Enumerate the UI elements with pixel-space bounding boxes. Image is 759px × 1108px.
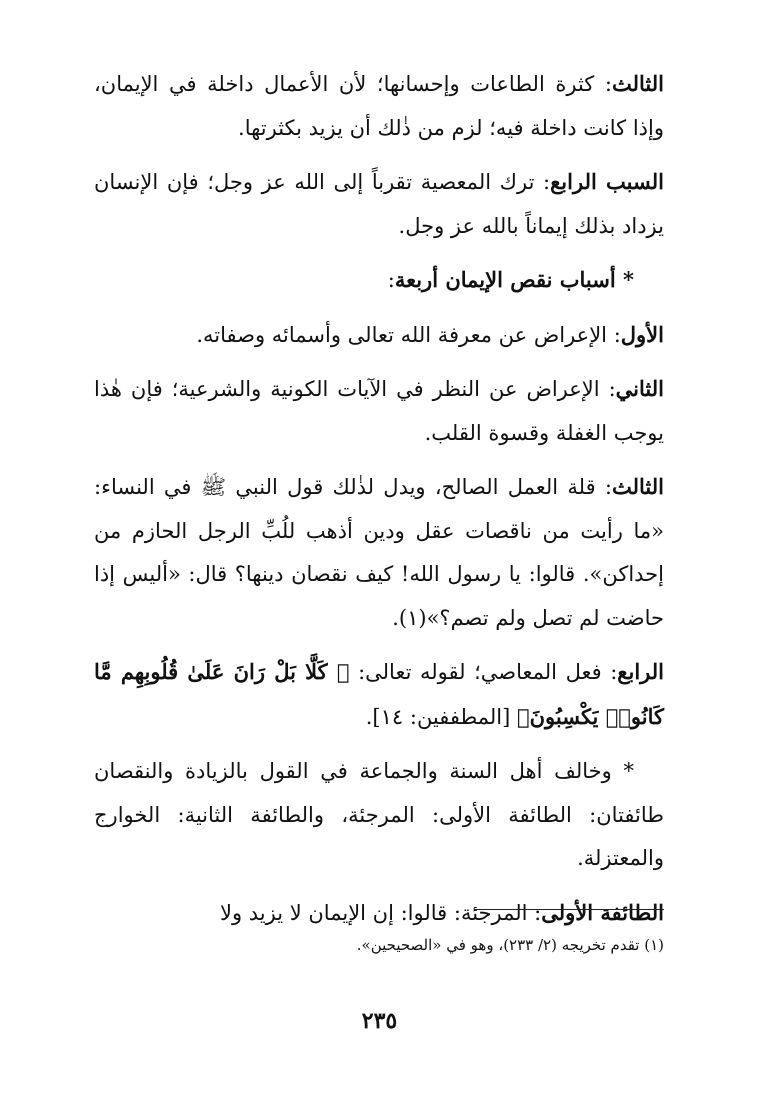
paragraph-lead: الثاني: [615, 376, 664, 401]
paragraph-text: : كثرة الطاعات وإحسانها؛ لأن الأعمال داخلة في الإيمان، وإذا كانت داخلة فيه؛ لزم من ذٰلك أن يزيد بكثرتها.: [94, 72, 664, 140]
section-heading-decrease-causes: [94, 258, 664, 303]
section-heading: * أسباب نقص الإيمان أربعة: [394, 267, 634, 292]
paragraph-first-decrease: [94, 313, 664, 358]
paragraph-text: :: [387, 268, 395, 292]
paragraph-lead: الأول: [620, 321, 664, 347]
verse-reference: [المطففين: ١٤].: [365, 704, 511, 729]
paragraph-third-cause: [94, 62, 664, 150]
paragraph-text: : الإعراض عن النظر في الآيات الكونية والشرعية؛ فإن هٰذا يوجب الغفلة وقسوة القلب.: [94, 377, 664, 445]
paragraph-text: * وخالف أهل السنة والجماعة في القول بالزيادة والنقصان طائفتان: الطائفة الأولى: المرجئة، والطائفة الثانية: الخوارج والمعتزلة.: [94, 759, 664, 870]
footnote-divider: [474, 909, 664, 910]
paragraph-text: : فعل المعاصي؛ لقوله تعالى:: [358, 660, 618, 684]
paragraph-lead: الثالث: [612, 474, 664, 499]
paragraph-lead: الرابع: [617, 659, 664, 684]
paragraph-first-group: [94, 891, 664, 936]
paragraph-lead: الطائفة الأولى: [541, 899, 664, 925]
page-number: ٢٣٥: [361, 1008, 398, 1034]
footnote: (١) تقدم تخريجه (٢/ ٢٣٣)، وهو في «الصحيحين».: [356, 936, 664, 954]
paragraph-lead: السبب الرابع: [550, 169, 664, 194]
paragraph-text: : الإعراض عن معرفة الله تعالى وأسمائه وصفاته.: [196, 322, 621, 347]
paragraph-opposing-groups: [94, 749, 664, 881]
paragraph-text: : قلة العمل الصالح، ويدل لذٰلك قول النبي ﷺ في النساء: «ما رأيت من ناقصات عقل ودين أذهب للُبِّ الرجل الحازم من إحداكن». قالوا: يا رسول الله! كيف نقصان دينها؟ قال: «أليس إذا حاضت لم تصل ولم تصم؟»(١).: [94, 475, 664, 630]
paragraph-text: : ترك المعصية تقرباً إلى الله عز وجل؛ فإن الإنسان يزداد بذلك إيماناً بالله عز وجل.: [94, 170, 664, 238]
paragraph-third-decrease: [94, 465, 664, 640]
paragraph-second-decrease: [94, 367, 664, 455]
body-text: [94, 62, 664, 945]
paragraph-lead: الثالث: [612, 71, 664, 96]
quran-verse: ﴿ كَلَّا بَلْ رَانَ عَلَىٰ قُلُوبِهِم مَّا كَانُوا۟ يَكْسِبُونَ﴾: [94, 659, 664, 729]
paragraph-fourth-decrease: [94, 650, 664, 739]
paragraph-text: : المرجئة: قالوا: إن الإيمان لا يزيد ولا: [219, 900, 542, 925]
paragraph-fourth-cause: [94, 160, 664, 248]
